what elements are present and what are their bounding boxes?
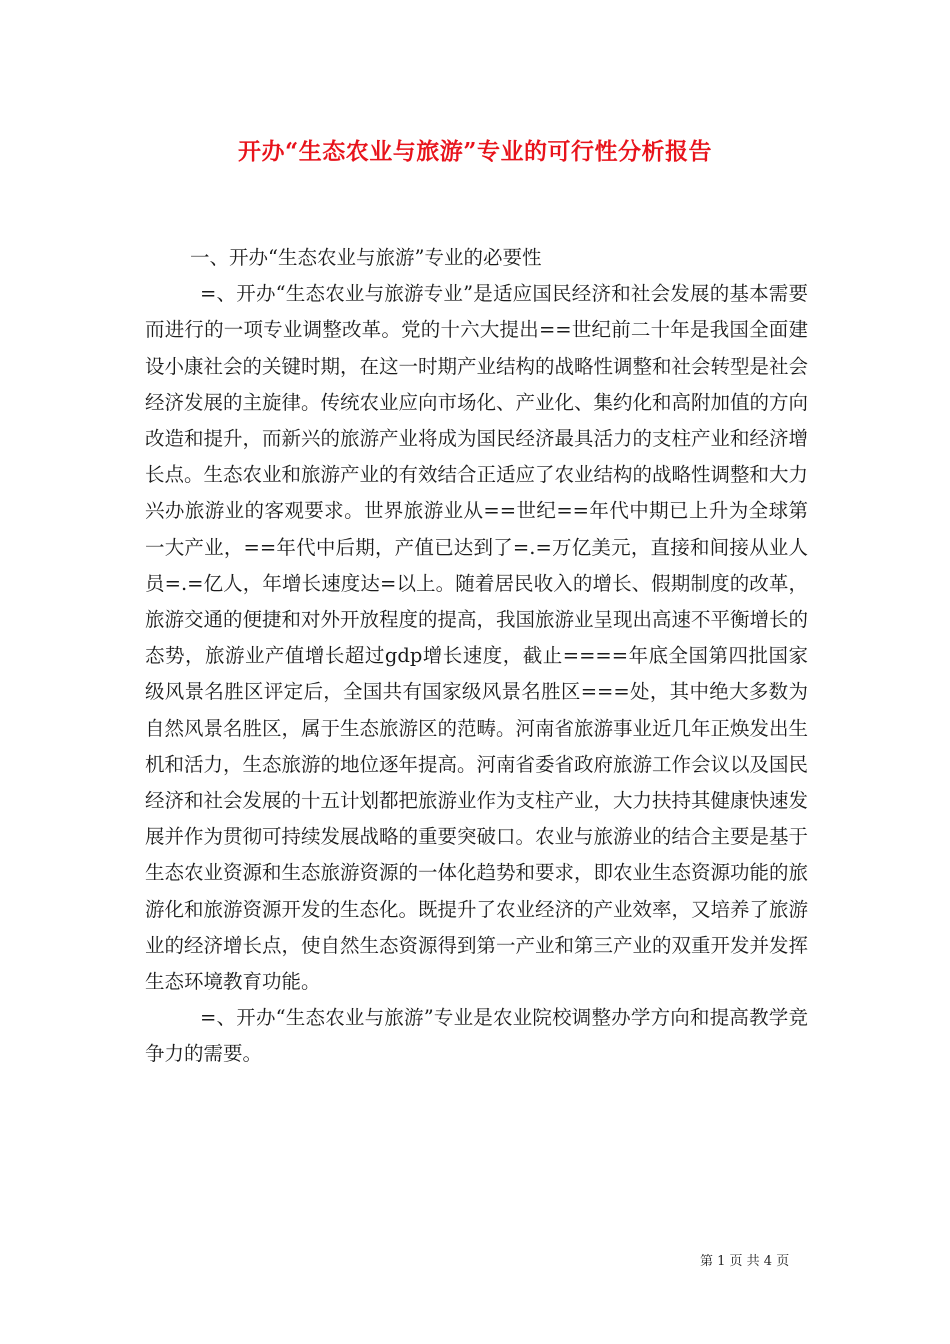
document-title: 开办“生态农业与旅游”专业的可行性分析报告 (238, 138, 712, 165)
section-heading: 一、开办“生态农业与旅游”专业的必要性 (190, 246, 542, 269)
paragraph-2: =、开办“生态农业与旅游”专业是农业院校调整办学方向和提高教学竞争力的需要。 (145, 1006, 808, 1066)
page-indicator: 第 1 页 共 4 页 (700, 1254, 790, 1269)
document-body (145, 240, 808, 1073)
paragraph-1: =、开办“生态农业与旅游专业”是适应国民经济和社会发展的基本需要而进行的一项专业调整改革。党的十六大提出==世纪前二十年是我国全面建设小康社会的关键时期，在这一时期产业结构的战略性调整和社会转型是社会经济发展的主旋律。传统农业应向市场化、产业化、集约化和高附加值的方向改造和提升，而新兴的旅游产业将成为国民经济最具活力的支柱产业和经济增长点。生态农业和旅游产业的有效结合正适应了农业结构的战略性调整和大力兴办旅游业的客观要求。世界旅游业从==世纪==年代中期已上升为全球第一大产业，==年代中后期，产值已达到了=.=万亿美元，直接和间接从业人员=.=亿人，年增长速度达=以上。随着居民收入的增长、假期制度的改革，旅游交通的便捷和对外开放程度的提高，我国旅游业呈现出高速不平衡增长的态势，旅游业产值增长超过gdp增长速度，截止====年底全国第四批国家级风景名胜区评定后，全国共有国家级风景名胜区===处，其中绝大多数为自然风景名胜区，属于生态旅游区的范畴。河南省旅游事业近几年正焕发出生机和活力，生态旅游的地位逐年提高。河南省委省政府旅游工作会议以及国民经济和社会发展的十五计划都把旅游业作为支柱产业，大力扶持其健康快速发展并作为贯彻可持续发展战略的重要突破口。农业与旅游业的结合主要是基于生态农业资源和生态旅游资源的一体化趋势和要求，即农业生态资源功能的旅游化和旅游资源开发的生态化。既提升了农业经济的产业效率，又培养了旅游业的经济增长点，使自然生态资源得到第一产业和第三产业的双重开发并发挥生态环境教育功能。 (145, 282, 809, 994)
